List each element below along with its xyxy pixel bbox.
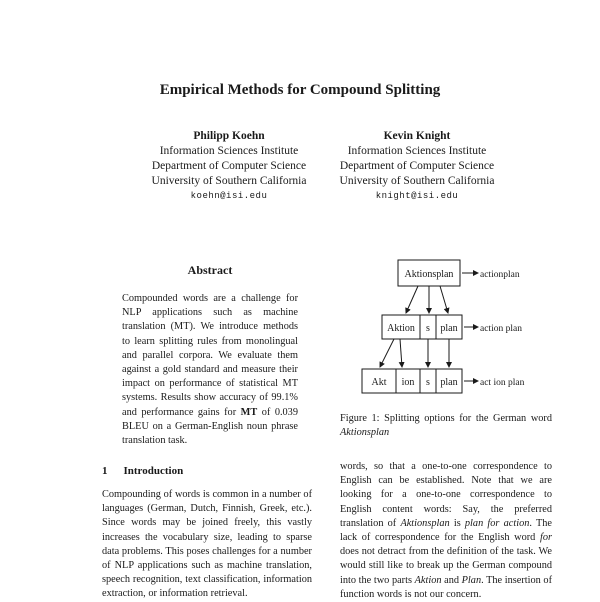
abstract-text xyxy=(122,292,298,448)
right-italic-5: Plan xyxy=(461,574,482,586)
section-title: Introduction xyxy=(123,465,184,477)
introduction-text: Compounding of words is common in a number of languages (German, Dutch, Finnish, Greek, etc.). Since words may be joined freely, this vastly increases the vocabulary size, leading to sparse data problems. This poses challenges for a number of NLP applications such as machine translation, speech recognition, text classification, information extraction, or information retrieval. xyxy=(102,489,312,600)
right-text-5: and xyxy=(441,574,462,586)
arrow-aktion-to-akt xyxy=(380,339,394,367)
section-heading-introduction xyxy=(102,465,183,477)
paper-title: Empirical Methods for Compound Splitting xyxy=(159,82,441,98)
arrow-top-to-plan xyxy=(440,286,448,313)
figure-diagram xyxy=(340,255,560,405)
author-university: University of Southern California xyxy=(339,175,495,187)
author-department: Department of Computer Science xyxy=(151,160,307,172)
figure-caption xyxy=(340,412,552,440)
author-institute: Information Sciences Institute xyxy=(347,145,487,157)
author-email[interactable]: knight@isi.edu xyxy=(375,191,459,201)
node-bot-plan: plan xyxy=(440,377,458,388)
node-bot-akt: Akt xyxy=(371,377,387,388)
right-italic-3: for xyxy=(539,532,552,544)
caption-prefix: Figure 1: Splitting options for the German word xyxy=(340,413,552,424)
right-text-1: words, so that a one-to-one correspondence to English can be established. Note that we are looking for a one-to-one correspondence to English content words: Say, the preferred translation of xyxy=(340,461,552,529)
node-mid-s: s xyxy=(426,323,430,334)
right-column-text xyxy=(340,460,552,602)
node-mid-plan: plan xyxy=(440,323,458,334)
node-top-label: Aktionsplan xyxy=(404,269,454,280)
section-number: 1 xyxy=(102,465,108,477)
author-block-koehn xyxy=(119,129,339,204)
node-mid-aktion: Aktion xyxy=(387,323,415,334)
right-text-3: . The lack of correspondence for the English word xyxy=(340,517,552,544)
author-name: Philipp Koehn xyxy=(193,130,265,142)
author-name: Kevin Knight xyxy=(383,130,451,142)
translation-top: actionplan xyxy=(480,270,520,280)
right-text-4: does not detract from the definition of the task. We would still like to break up the German compound into the two parts xyxy=(340,546,552,586)
arrow-top-to-aktion xyxy=(406,286,418,313)
author-university: University of Southern California xyxy=(151,175,307,187)
caption-word: Aktionsplan xyxy=(340,427,390,438)
abstract-mt-bold: MT xyxy=(240,406,258,418)
translation-mid: action plan xyxy=(480,324,522,334)
author-institute: Information Sciences Institute xyxy=(159,145,299,157)
abstract-text-part-1: Compounded words are a challenge for NLP applications such as machine translation (MT). We introduce methods to learn splitting rules from monolingual and parallel corpora. We evaluate them against a gold standard and measure their impact on performance of statistical MT systems. Results show accuracy of 99.1% and performance gains for xyxy=(122,293,298,418)
abstract-text-part-2: of 0.039 BLEU on a German-English noun phrase translation task. xyxy=(122,406,298,447)
right-text-2: is xyxy=(449,517,465,529)
abstract-heading: Abstract xyxy=(187,263,233,277)
right-italic-4: Aktion xyxy=(414,574,442,586)
translation-bot: act ion plan xyxy=(480,378,525,388)
author-email[interactable]: koehn@isi.edu xyxy=(190,191,268,201)
author-block-knight xyxy=(307,129,527,204)
right-text-6: . The insertion of function words is not our concern. xyxy=(340,574,553,600)
author-department: Department of Computer Science xyxy=(339,160,495,172)
right-italic-2: plan for action xyxy=(464,517,530,529)
right-italic-1: Aktionsplan xyxy=(400,517,450,529)
arrow-aktion-to-ion xyxy=(400,339,402,367)
node-bot-s: s xyxy=(426,377,430,388)
node-bot-ion: ion xyxy=(401,377,415,388)
figure-splitting-options xyxy=(340,255,560,405)
